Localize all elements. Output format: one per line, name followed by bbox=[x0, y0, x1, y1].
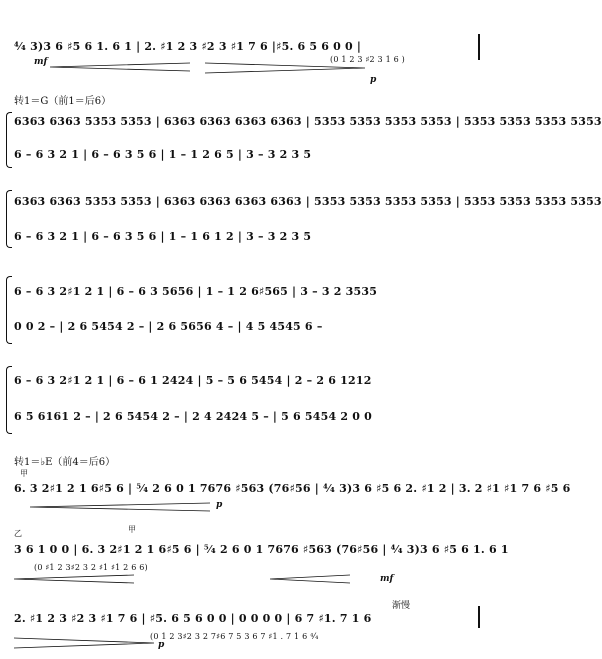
part-mark: 甲 bbox=[20, 469, 28, 478]
lower-staff-1: 6 – 6 3 2 1 | 6 – 6 3 5 6 | 1 – 1 2 6 5 | 3 – 3 2 3 5 bbox=[14, 148, 312, 161]
part-mark: 乙 bbox=[14, 529, 22, 538]
barline bbox=[478, 606, 480, 628]
tempo-marking: 渐慢 bbox=[392, 601, 411, 611]
system1-melody: ⁴⁄₄ 3)3 6 ♯5 6 1. 6 1 | 2. ♯1 2 3 ♯2 3 ♯1 7 6 |♯5. 6 5 6 0 0 | bbox=[14, 40, 362, 53]
melody-line-2: 3 6 1 0 0 | 6. 3 2♯1 2 1 6♯5 6 | ⁵⁄₄ 2 6 0 1 7676 ♯563 (76♯56 | ⁴⁄₄ 3)3 6 ♯5 6 1. 6 1 bbox=[14, 543, 509, 556]
upper-staff-3: 6 – 6 3 2♯1 2 1 | 6 – 6 3 5656 | 1 – 1 2 6♯565 | 3 – 3 2 3535 bbox=[14, 285, 378, 298]
system-brace bbox=[6, 190, 12, 248]
system1-accomp: (0 1 2 3 ♯2 3 1 6 ) bbox=[330, 55, 405, 64]
barline bbox=[478, 34, 480, 60]
lower-staff-2: 6 – 6 3 2 1 | 6 – 6 3 5 6 | 1 – 1 6 1 2 | 3 – 3 2 3 5 bbox=[14, 230, 312, 243]
dynamic-mf: mf bbox=[34, 57, 48, 67]
dynamic-p: p bbox=[370, 75, 377, 85]
key-change-header: 转1＝♭E（前4＝后6） bbox=[14, 457, 116, 468]
upper-staff-4: 6 – 6 3 2♯1 2 1 | 6 – 6 1 2424 | 5 – 5 6 5454 | 2 – 2 6 1212 bbox=[14, 374, 372, 387]
system-brace bbox=[6, 366, 12, 434]
system-brace bbox=[6, 276, 12, 344]
dynamic-p: p bbox=[158, 640, 165, 650]
upper-staff-1: 6363 6363 5353 5353 | 6363 6363 6363 6363 | 5353 5353 5353 5353 | 5353 5353 5353 5353 bbox=[14, 115, 602, 128]
accomp-line-2: (0 ♯1 2 3♯2 3 2 ♯1 ♯1 2 6 6) bbox=[34, 563, 148, 572]
key-change-header: 转1＝G（前1＝后6） bbox=[14, 96, 112, 107]
lower-staff-4: 6 5 6161 2 – | 2 6 5454 2 – | 2 4 2424 5 – | 5 6 5454 2 0 0 bbox=[14, 410, 372, 423]
melody-line-3: 2. ♯1 2 3 ♯2 3 ♯1 7 6 | ♯5. 6 5 6 0 0 | 0 0 0 0 | 6 7 ♯1. 7 1 6 bbox=[14, 612, 372, 625]
dynamic-mf: mf bbox=[380, 574, 394, 584]
lower-staff-3: 0 0 2 – | 2 6 5454 2 – | 2 6 5656 4 – | 4 5 4545 6 – bbox=[14, 320, 323, 333]
upper-staff-2: 6363 6363 5353 5353 | 6363 6363 6363 6363 | 5353 5353 5353 5353 | 5353 5353 5353 5353 bbox=[14, 195, 602, 208]
dynamic-p: p bbox=[216, 500, 223, 510]
accomp-line-3: (0 1 2 3♯2 3 2 7♯6 7 5 3 6 7 ♯1 . 7 1 6 ⁴⁄₄ bbox=[150, 632, 319, 641]
part-mark: 甲 bbox=[128, 525, 136, 534]
system-brace bbox=[6, 112, 12, 168]
melody-line-1: 6. 3 2♯1 2 1 6♯5 6 | ⁵⁄₄ 2 6 0 1 7676 ♯563 (76♯56 | ⁴⁄₄ 3)3 6 ♯5 6 2. ♯1 2 | 3. 2 ♯1 ♯1 7 6 ♯5 6 bbox=[14, 482, 571, 495]
